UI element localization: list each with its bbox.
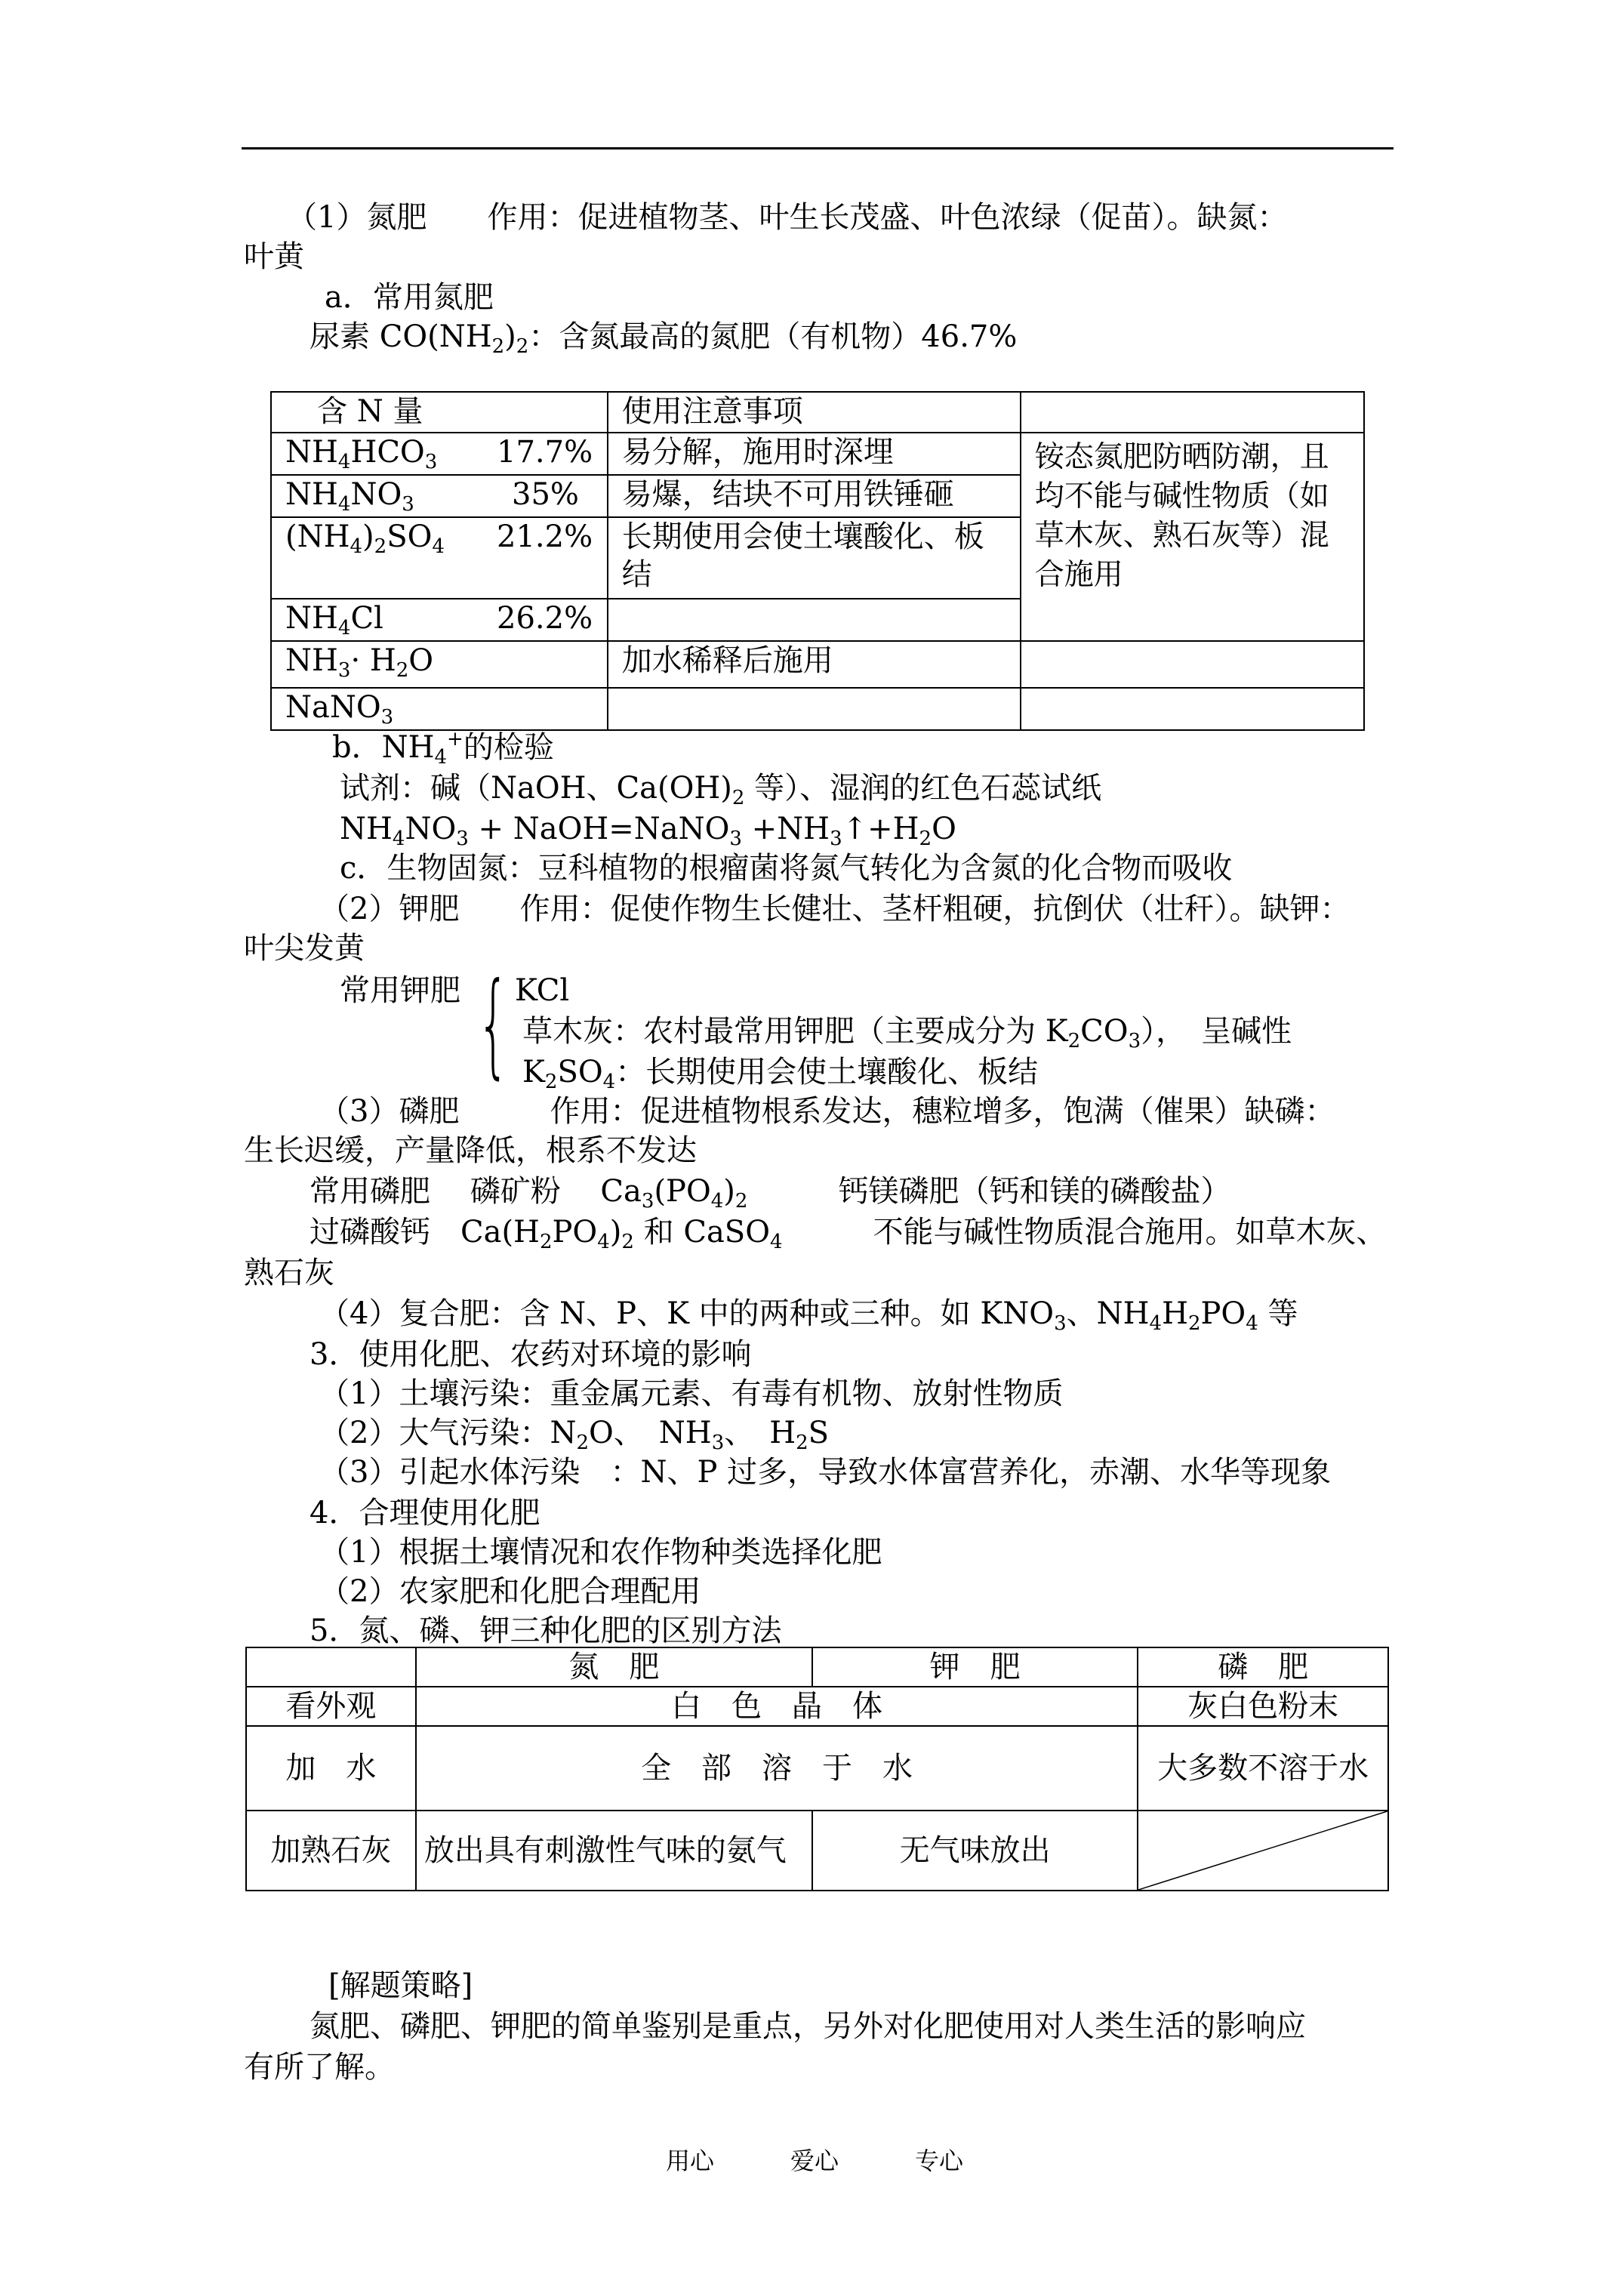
k-lime: 无气味放出 [812, 1811, 1138, 1891]
superphosphate-line: 过磷酸钙 $Ca(H_2PO_4)_2$ 和 CaSO$_4$ 不能与碱性物质混合施用。如草木灰、 [310, 1215, 1387, 1253]
usage-notes-header: 使用注意事项 [608, 392, 1021, 433]
empty-cell [1021, 641, 1364, 688]
table-row: NaNO$_3$ [271, 688, 608, 730]
compound-fertilizer-line: （4）复合肥：含 N、P、K 中的两种或三种。如 $KNO_3$、$NH_4H_2PO_4$ 等 [319, 1296, 1298, 1335]
k-intro-line2: 叶尖发黄 [244, 931, 365, 966]
urea-line: 尿素 $CO(NH_2)_2$：含氮最高的氮肥（有机物）46.7% [310, 319, 1018, 358]
strategy-title: [解题策略] [328, 1968, 473, 2003]
nk-water: 全 部 溶 于 水 [416, 1726, 1138, 1811]
header-rule [242, 147, 1394, 149]
empty-cell [1021, 688, 1364, 730]
usage-note: 加水稀释后施用 [608, 641, 1021, 688]
table-row: $NH_3\cdot H_2O$ [271, 641, 608, 688]
air-pollution-line: （2）大气污染：$N_2O$、 $NH_3$、 $H_2S$ [319, 1416, 830, 1454]
diagonal-cell [1138, 1811, 1388, 1891]
k-common-label: 常用钾肥 [340, 973, 460, 1008]
soil-pollution-line: （1）土壤污染：重金属元素、有毒有机物、放射性物质 [319, 1376, 1064, 1411]
rational-use-item-2: （2）农家肥和化肥合理配用 [319, 1574, 701, 1609]
row-label: 加 水 [246, 1726, 416, 1811]
table-row: $NH_4NO_3$ 35% [271, 475, 608, 517]
water-pollution-line: （3）引起水体污染 ：N、P 过多，导致水体富营养化，赤潮、水华等现象 [319, 1455, 1332, 1490]
usage-note: 易分解，施用时深埋 [608, 433, 1021, 475]
strategy-line2: 有所了解。 [244, 2050, 395, 2085]
n-intro-line1: （1）氮肥 作用：促进植物茎、叶生长茂盛、叶色浓绿（促苗）。缺氮： [287, 200, 1288, 235]
footer-text-1: 用心 [666, 2147, 715, 2175]
table-row: $NH_4Cl$ 26.2% [271, 599, 608, 641]
n-lime: 放出具有刺激性气味的氨气 [416, 1811, 812, 1891]
distinguish-title: 5．氮、磷、钾三种化肥的区别方法 [310, 1613, 782, 1648]
k2so4-item: $K_2SO_4$：长期使用会使土壤酸化、板结 [522, 1055, 1039, 1093]
n-common-title: a．常用氮肥 [325, 280, 494, 315]
p-appearance: 灰白色粉末 [1138, 1687, 1388, 1726]
usage-note [608, 688, 1021, 730]
nh4-test-title: b．$NH_4^+$的检验 [332, 728, 554, 769]
bio-fixation-line: c．生物固氮：豆科植物的根瘤菌将氮气转化为含氮的化合物而吸收 [340, 851, 1233, 886]
footer-text-3: 专心 [915, 2147, 964, 2175]
k-intro-line1: （2）钾肥 作用：促使作物生长健壮、茎杆粗硬，抗倒伏（壮秆）。缺钾： [319, 892, 1350, 926]
row-label: 加熟石灰 [246, 1811, 416, 1891]
table-row: $NH_4HCO_3$ 17.7% [271, 433, 608, 475]
ash-item: 草木灰：农村最常用钾肥（主要成分为 $K_2CO_3$）， 呈碱性 [522, 1014, 1292, 1052]
rational-use-item-1: （1）根据土壤情况和农作物种类选择化肥 [319, 1535, 882, 1570]
p-warning-end: 熟石灰 [244, 1256, 334, 1290]
reaction-equation: $NH_4NO_3$ + NaOH=NaNO$_3$ $+NH_3↑+H_2O$ [340, 812, 956, 850]
row-label: 看外观 [246, 1687, 416, 1726]
env-impact-title: 3．使用化肥、农药对环境的影响 [310, 1337, 752, 1372]
rational-use-title: 4．合理使用化肥 [310, 1496, 540, 1530]
kcl-item: KCl [515, 973, 570, 1008]
ammonium-warning: 铵态氮肥防晒防潮，且均不能与碱性物质（如草木灰、熟石灰等）混合施用 [1021, 433, 1364, 641]
nitrogen-header: 氮 肥 [416, 1647, 812, 1687]
usage-note: 长期使用会使土壤酸化、板结 [608, 517, 1021, 599]
usage-note: 易爆，结块不可用铁锤砸 [608, 475, 1021, 517]
table-row: $(NH_4)_2SO_4$ 21.2% [271, 517, 608, 599]
brace-icon: { [477, 959, 510, 1090]
p-water: 大多数不溶于水 [1138, 1726, 1388, 1811]
strategy-line1: 氮肥、磷肥、钾肥的简单鉴别是重点，另外对化肥使用对人类生活的影响应 [310, 2009, 1306, 2044]
distinguish-table [245, 1647, 1389, 1891]
p-intro-line2: 生长迟缓，产量降低，根系不发达 [244, 1133, 697, 1168]
empty-header [246, 1647, 416, 1687]
n-intro-line2: 叶黄 [244, 239, 304, 274]
empty-header [1021, 392, 1364, 433]
diagonal-line [1138, 1811, 1387, 1890]
phosphorus-header: 磷 肥 [1138, 1647, 1388, 1687]
nitrogen-table [270, 391, 1365, 731]
reagent-line: 试剂：碱（NaOH、$Ca(OH)_2$ 等）、湿润的红色石蕊试纸 [340, 771, 1102, 809]
p-common-line: 常用磷肥 磷矿粉 $Ca_3(PO_4)_2$ 钙镁磷肥（钙和镁的磷酸盐） [310, 1174, 1231, 1213]
footer-text-2: 爱心 [790, 2147, 839, 2175]
usage-note [608, 599, 1021, 641]
nk-appearance: 白 色 晶 体 [416, 1687, 1138, 1726]
nitrogen-content-header: 含 N 量 [271, 392, 608, 433]
p-intro-line1: （3）磷肥 作用：促进植物根系发达，穗粒增多，饱满（催果）缺磷： [319, 1094, 1335, 1129]
potassium-header: 钾 肥 [812, 1647, 1138, 1687]
